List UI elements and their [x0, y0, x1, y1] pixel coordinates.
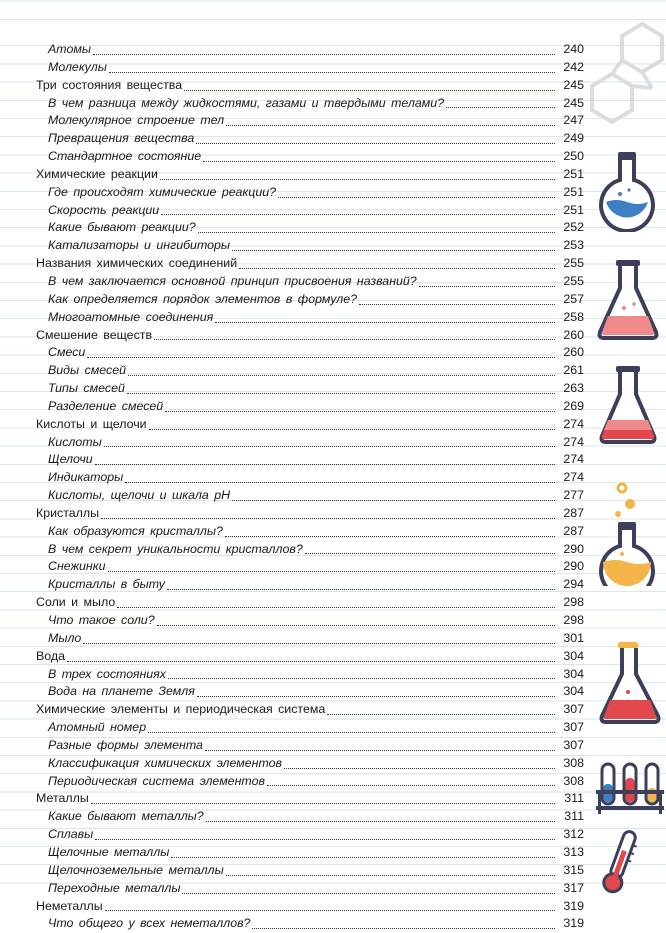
toc-subsection-row [36, 202, 584, 220]
toc-page-number: 245 [563, 95, 584, 110]
toc-entry-title: Кислоты [48, 434, 102, 449]
dot-leader [91, 802, 555, 804]
toc-entry-title: Превращения вещества [48, 131, 195, 146]
toc-page-number: 250 [563, 149, 584, 164]
toc-entry-title: Где происходят химические реакции? [48, 184, 277, 199]
conical-flask-pink-icon [594, 258, 662, 342]
toc-page-number: 274 [563, 452, 584, 467]
toc-subsection-row [36, 41, 584, 59]
molecule-hexagons-icon [582, 18, 666, 128]
thermometer-icon [600, 828, 640, 898]
toc-page-number: 304 [563, 684, 584, 699]
dot-leader [108, 570, 556, 572]
toc-entry-title: Вода [36, 648, 66, 663]
round-flask-orange-bubbles-icon [596, 478, 660, 586]
dot-leader [149, 428, 555, 430]
toc-entry-title: Разные формы элемента [48, 737, 203, 752]
toc-entry-title: Многоатомные соединения [48, 309, 214, 324]
dot-leader [226, 874, 555, 876]
toc-page-number: 287 [563, 523, 584, 538]
dot-leader [171, 856, 555, 858]
toc-entry-title: В трех состояниях [48, 666, 166, 681]
toc-entry-title: Снежинки [48, 559, 106, 574]
dot-leader [232, 249, 555, 251]
toc-subsection-row [36, 451, 584, 469]
toc-page-number: 242 [563, 59, 584, 74]
toc-entry-title: Стандартное состояние [48, 149, 202, 164]
toc-page-number: 240 [563, 42, 584, 56]
toc-page-number: 255 [563, 256, 584, 271]
toc-page-number: 307 [563, 720, 584, 735]
toc-page-number: 269 [563, 398, 584, 413]
toc-entry-title: Щелочи [48, 452, 93, 467]
dot-leader [206, 820, 555, 822]
toc-page-number: 294 [563, 577, 584, 592]
toc-page-number: 304 [563, 666, 584, 681]
toc-entry-title: Кристаллы [36, 505, 100, 520]
toc-entry-title: Индикаторы [48, 470, 124, 485]
dot-leader [182, 892, 555, 894]
toc-section-row [36, 327, 584, 345]
toc-page-number: 311 [564, 791, 584, 806]
toc-section-row [36, 594, 584, 612]
toc-entry-title: Три состояния вещества [36, 77, 183, 92]
dot-leader [305, 552, 555, 554]
toc-entry-title: Молекулы [48, 59, 107, 74]
dot-leader [93, 53, 555, 55]
toc-entry-title: Виды смесей [48, 363, 126, 378]
toc-subsection-row [36, 95, 584, 113]
dot-leader [359, 303, 555, 305]
toc-page-number: 277 [563, 488, 584, 503]
dot-leader [225, 535, 555, 537]
toc-subsection-row [36, 523, 584, 541]
toc-page-number: 317 [563, 880, 584, 895]
toc-subsection-row [36, 344, 584, 362]
dot-leader [95, 838, 555, 840]
toc-subsection-row [36, 737, 584, 755]
toc-entry-title: Кислоты, щелочи и шкала pH [48, 488, 231, 503]
toc-page-number: 252 [563, 220, 584, 235]
toc-subsection-row [36, 362, 584, 380]
toc-page-number: 313 [563, 844, 584, 859]
toc-subsection-row [36, 915, 584, 933]
dot-leader [197, 695, 555, 697]
dot-leader [125, 481, 555, 483]
toc-entry-title: Какие бывают реакции? [48, 220, 196, 235]
toc-entry-title: Кислоты и щелочи [36, 416, 147, 431]
toc-subsection-row [36, 880, 584, 898]
dot-leader [128, 374, 555, 376]
toc-subsection-row [36, 719, 584, 737]
toc-subsection-row [36, 541, 584, 559]
toc-page-number: 290 [563, 541, 584, 556]
dot-leader [161, 213, 555, 215]
dot-leader [168, 677, 555, 679]
dot-leader [95, 463, 555, 465]
toc-subsection-row [36, 380, 584, 398]
toc-subsection-row [36, 219, 584, 237]
toc-entry-title: Периодическая система элементов [48, 773, 265, 788]
toc-page-number: 247 [563, 113, 584, 128]
toc-entry-title: Смеси [48, 345, 86, 360]
toc-entry-title: В чем разница между жидкостями, газами и твердыми телами? [48, 95, 445, 110]
toc-entry-title: Вода на планете Земля [48, 684, 195, 699]
round-flask-blue-icon [596, 150, 658, 232]
table-of-contents [36, 41, 584, 933]
dot-leader [165, 410, 555, 412]
toc-page-number: 307 [563, 702, 584, 717]
toc-subsection-row [36, 291, 584, 309]
toc-subsection-row [36, 237, 584, 255]
toc-subsection-row [36, 576, 584, 594]
toc-subsection-row [36, 844, 584, 862]
dot-leader [104, 445, 555, 447]
dot-leader [157, 624, 555, 626]
dot-leader [196, 142, 555, 144]
toc-entry-title: Что такое соли? [48, 613, 155, 627]
dot-leader [160, 178, 555, 180]
toc-entry-title: Классификация химических элементов [48, 755, 283, 770]
toc-entry-title: Названия химических соединений [36, 256, 238, 271]
toc-section-row [36, 416, 584, 434]
dot-leader [232, 499, 555, 501]
toc-entry-title: Соли и мыло [36, 595, 116, 610]
dot-leader [148, 731, 555, 733]
toc-subsection-row [36, 826, 584, 844]
toc-entry-title: В чем заключается основной принцип присвоения названий? [48, 273, 417, 288]
toc-entry-title: Разделение смесей [48, 398, 164, 413]
toc-page-number: 290 [563, 559, 584, 574]
toc-section-row [36, 166, 584, 184]
dot-leader [167, 588, 555, 590]
toc-page-number: 260 [563, 345, 584, 360]
toc-page-number: 312 [563, 827, 584, 842]
toc-entry-title: Молекулярное строение тел [48, 113, 225, 128]
dot-leader [278, 196, 555, 198]
toc-subsection-row [36, 469, 584, 487]
toc-entry-title: Типы смесей [48, 381, 125, 396]
dot-leader [203, 160, 555, 162]
toc-subsection-row [36, 862, 584, 880]
toc-subsection-row [36, 630, 584, 648]
toc-page-number: 319 [563, 898, 584, 913]
toc-entry-title: Как определяется порядок элементов в формуле? [48, 291, 358, 306]
toc-entry-title: Какие бывают металлы? [48, 809, 204, 824]
toc-page-number: 255 [563, 273, 584, 288]
toc-subsection-row [36, 773, 584, 791]
toc-entry-title: Катализаторы и ингибиторы [48, 238, 231, 253]
dot-leader [101, 517, 555, 519]
toc-page-number: 249 [563, 131, 584, 146]
toc-subsection-row [36, 612, 584, 630]
toc-entry-title: Неметаллы [36, 898, 103, 913]
toc-subsection-row [36, 683, 584, 701]
toc-entry-title: Переходные металлы [48, 880, 181, 895]
toc-page-number: 307 [563, 737, 584, 752]
conical-flask-red-icon [596, 364, 662, 446]
toc-entry-title: Щелочноземельные металлы [48, 862, 224, 877]
toc-entry-title: Скорость реакции [48, 202, 160, 217]
toc-entry-title: Щелочные металлы [48, 844, 170, 859]
toc-entry-title: Атомы [48, 42, 91, 56]
toc-page-number: 308 [563, 755, 584, 770]
toc-subsection-row [36, 273, 584, 291]
toc-page-number: 274 [563, 434, 584, 449]
toc-entry-title: В чем секрет уникальности кристаллов? [48, 541, 303, 556]
dot-leader [67, 660, 555, 662]
toc-page-number: 315 [563, 862, 584, 877]
toc-subsection-row [36, 59, 584, 77]
dot-leader [154, 338, 555, 340]
dot-leader [419, 285, 555, 287]
toc-page-number: 274 [563, 416, 584, 431]
toc-page-number: 257 [563, 291, 584, 306]
toc-section-row [36, 701, 584, 719]
toc-subsection-row [36, 112, 584, 130]
toc-subsection-row [36, 558, 584, 576]
toc-page-number: 304 [563, 648, 584, 663]
toc-subsection-row [36, 755, 584, 773]
toc-subsection-row [36, 666, 584, 684]
toc-page-number: 261 [563, 363, 584, 378]
toc-entry-title: Химические реакции [36, 166, 158, 181]
toc-section-row [36, 255, 584, 273]
toc-page-number: 319 [563, 916, 584, 931]
dot-leader [184, 89, 555, 91]
dot-leader [446, 106, 555, 108]
toc-section-row [36, 648, 584, 666]
toc-entry-title: Сплавы [48, 827, 94, 842]
toc-subsection-row [36, 398, 584, 416]
toc-page-number: 260 [563, 327, 584, 342]
dot-leader [117, 606, 555, 608]
toc-entry-title: Металлы [36, 791, 89, 806]
dot-leader [83, 642, 555, 644]
toc-entry-title: Атомный номер [48, 720, 147, 735]
toc-page-number: 287 [563, 505, 584, 520]
toc-entry-title: Как образуются кристаллы? [48, 523, 223, 538]
test-tubes-rack-icon [594, 760, 666, 816]
toc-subsection-row [36, 434, 584, 452]
toc-page-number: 311 [564, 809, 584, 824]
toc-page-number: 308 [563, 773, 584, 788]
dot-leader [105, 909, 555, 911]
dot-leader [127, 392, 555, 394]
toc-page-number: 251 [563, 202, 584, 217]
dot-leader [198, 231, 555, 233]
dot-leader [284, 767, 555, 769]
toc-section-row [36, 505, 584, 523]
toc-entry-title: Что общего у всех неметаллов? [48, 916, 251, 931]
dot-leader [215, 321, 555, 323]
conical-flask-tall-red-icon [596, 640, 664, 726]
dot-leader [205, 749, 555, 751]
toc-page-number: 301 [563, 630, 584, 645]
dot-leader [252, 927, 555, 929]
dot-leader [226, 124, 555, 126]
dot-leader [239, 267, 555, 269]
toc-entry-title: Мыло [48, 630, 82, 645]
dot-leader [109, 71, 555, 73]
toc-page-number: 298 [563, 613, 584, 627]
dot-leader [327, 713, 555, 715]
toc-page-number: 258 [563, 309, 584, 324]
toc-page-number: 253 [563, 238, 584, 253]
toc-entry-title: Смешение веществ [36, 327, 153, 342]
toc-subsection-row [36, 148, 584, 166]
toc-page-number: 274 [563, 470, 584, 485]
dot-leader [267, 784, 555, 786]
toc-page-number: 298 [563, 595, 584, 610]
dot-leader [87, 356, 555, 358]
toc-subsection-row [36, 487, 584, 505]
toc-subsection-row [36, 309, 584, 327]
toc-subsection-row [36, 184, 584, 202]
toc-subsection-row [36, 130, 584, 148]
toc-page-number: 251 [563, 166, 584, 181]
toc-section-row [36, 77, 584, 95]
toc-entry-title: Кристаллы в быту [48, 577, 165, 592]
toc-section-row [36, 898, 584, 916]
toc-page-number: 245 [563, 77, 584, 92]
toc-entry-title: Химические элементы и периодическая система [36, 702, 326, 717]
toc-page-number: 263 [563, 381, 584, 396]
toc-subsection-row [36, 808, 584, 826]
toc-page-number: 251 [563, 184, 584, 199]
toc-section-row [36, 790, 584, 808]
